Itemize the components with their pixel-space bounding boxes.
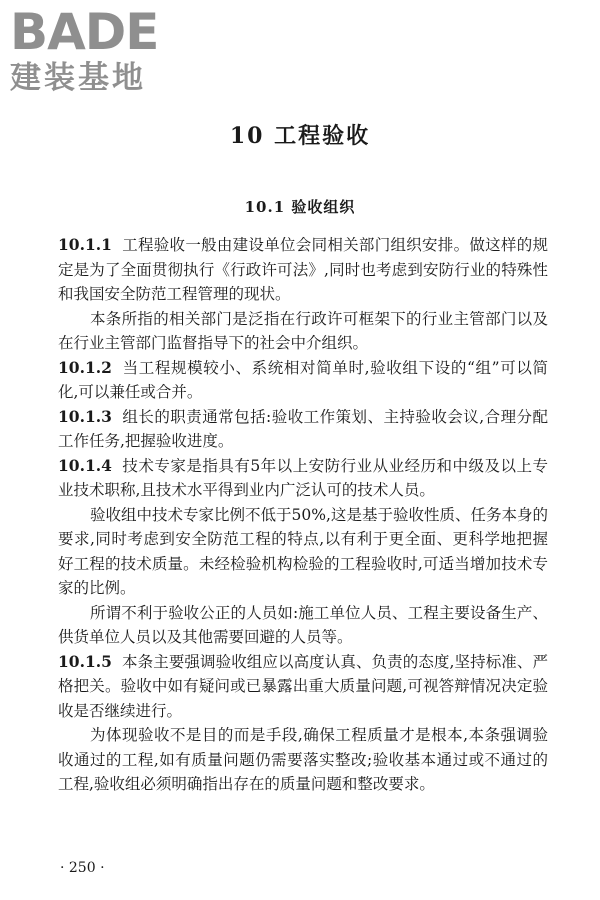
clause-10-1-1 <box>58 233 548 307</box>
clause-text: 当工程规模较小、系统相对简单时,验收组下设的“组”可以简化,可以兼任或合并。 <box>58 358 548 401</box>
document-body <box>58 233 548 797</box>
page-number: · 250 · <box>60 860 105 876</box>
clause-text: 组长的职责通常包括:验收工作策划、主持验收会议,合理分配工作任务,把握验收进度。 <box>58 407 548 450</box>
clause-paragraph: 本条所指的相关部门是泛指在行政许可框架下的行业主管部门以及在行业主管部门监督指导下的社会中介组织。 <box>58 309 548 352</box>
clause-10-1-5 <box>58 650 548 724</box>
logo-subtitle: 建装基地 <box>10 60 146 96</box>
clause-number: 10.1.4 <box>58 455 112 475</box>
clause-text: 技术专家是指具有5年以上安防行业从业经历和中级及以上专业技术职称,且技术水平得到业内广泛认可的技术人员。 <box>58 456 548 499</box>
clause-10-1-3 <box>58 405 548 454</box>
clause-number: 10.1.2 <box>58 357 112 377</box>
clause-number: 10.1.1 <box>58 235 112 254</box>
logo-wordmark: BADE <box>10 3 159 61</box>
clause-text: 本条主要强调验收组应以高度认真、负责的态度,坚持标准、严格把关。验收中如有疑问或已暴露出重大质量问题,可视答辩情况决定验收是否继续进行。 <box>58 652 548 720</box>
clause-number: 10.1.5 <box>58 651 112 671</box>
clause-paragraph: 验收组中技术专家比例不低于50%,这是基于验收性质、任务本身的要求,同时考虑到安全防范工程的特点,以有利于更全面、更科学地把握好工程的技术质量。未经检验机构检验的工程验收时,可适当增加技术专家的比例。 <box>58 505 548 597</box>
chapter-title: 10 工程验收 <box>229 123 371 149</box>
clause-number: 10.1.3 <box>58 406 112 426</box>
section-title: 10.1 验收组织 <box>244 198 356 216</box>
logo <box>10 3 180 96</box>
clause-paragraph: 所谓不利于验收公正的人员如:施工单位人员、工程主要设备生产、供货单位人员以及其他需要回避的人员等。 <box>58 603 548 646</box>
clause-10-1-4 <box>58 454 548 503</box>
clause-10-1-2 <box>58 356 548 405</box>
clause-text: 工程验收一般由建设单位会同相关部门组织安排。做这样的规定是为了全面贯彻执行《行政许可法》,同时也考虑到安防行业的特殊性和我国安全防范工程管理的现状。 <box>58 236 548 303</box>
clause-paragraph: 为体现验收不是目的而是手段,确保工程质量才是根本,本条强调验收通过的工程,如有质量问题仍需要落实整改;验收基本通过或不通过的工程,验收组必须明确指出存在的质量问题和整改要求。 <box>58 726 548 793</box>
